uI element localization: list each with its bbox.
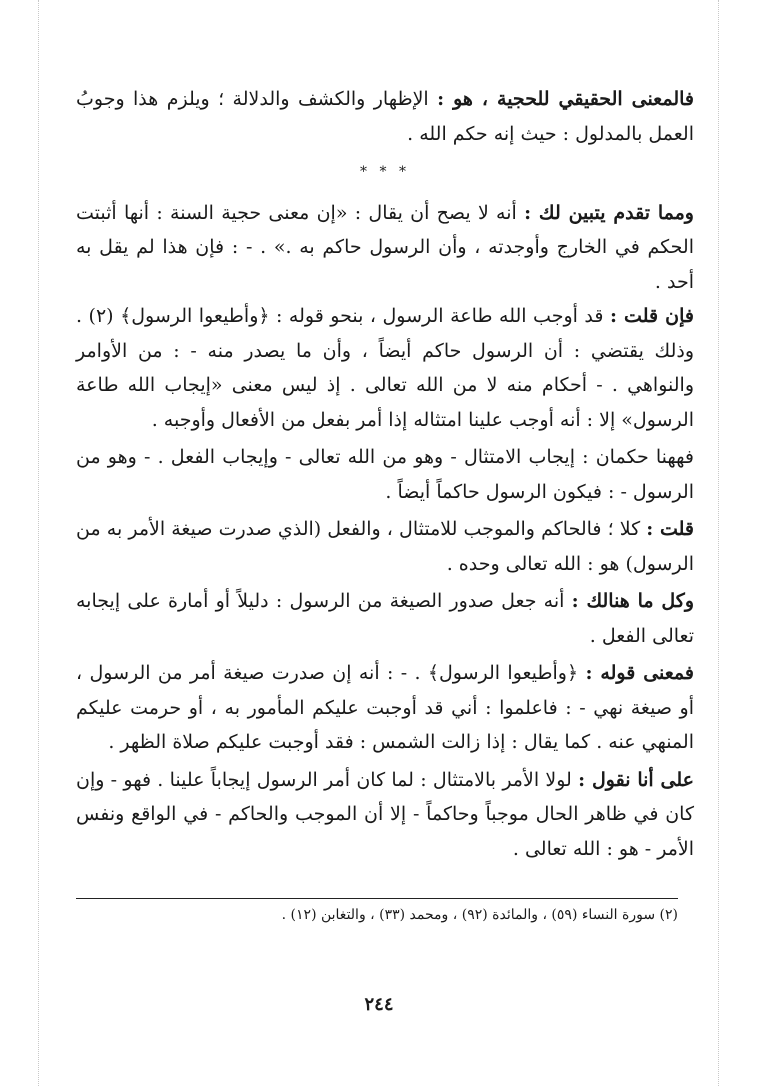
paragraph-7 xyxy=(76,656,694,760)
paragraph-5 xyxy=(76,512,694,581)
paragraph-text: الإظهار والكشف والدلالة ؛ ويلزم هذا وجوبُ العمل بالمدلول : حيث إنه حكم الله . xyxy=(76,88,694,145)
paragraph-8 xyxy=(76,763,694,867)
paragraph-lead: فالمعنى الحقيقي للحجية ، هو : xyxy=(437,88,694,110)
paragraph-text: ﴿وأطيعوا الرسول﴾ . - : أنه إن صدرت صيغة أمر من الرسول ، أو صيغة نهي - : فاعلموا : أني قد أوجبت عليكم المأمور به ، أو حرمت عليكم المنهي عنه . كما يقال : إذا زالت الشمس : فقد أوجبت عليكم صلاة الظهر . xyxy=(76,662,694,753)
paragraph-text: أنه لا يصح أن يقال : «إن معنى حجية السنة : أنها أثبتت الحكم في الخارج وأوجدته ، وأن الرسول حاكم به .» . - : فإن هذا لم يقل به أحد . xyxy=(76,201,695,293)
scan-dotted-line xyxy=(718,0,719,1086)
paragraph-text: قد أوجب الله طاعة الرسول ، بنحو قوله : ﴿وأطيعوا الرسول﴾ (٢) . وذلك يقتضي : أن الرسول حاكم أيضاً ، وأن ما يصدر منه - : من الأوامر والنواهي . - أحكام منه لا من الله تعالى . إذ ليس معنى «إيجاب الله طاعة الرسول» إلا : أنه أوجب علينا امتثاله إذا أمر بفعل من الأفعال وأوجبه . xyxy=(76,305,694,431)
footnote: (٢) سورة النساء (٥٩) ، والمائدة (٩٢) ، ومحمد (٣٣) ، والتغابن (١٢) . xyxy=(281,907,678,923)
paragraph-1 xyxy=(76,82,694,151)
paragraph-lead: فمعنى قوله : xyxy=(585,662,695,684)
paragraph-text: لولا الأمر بالامتثال : لما كان أمر الرسول إيجاباً علينا . فهو - وإن كان في ظاهر الحال موجباً وحاكماً - إلا أن الموجب والحاكم - في الواقع ونفس الأمر - هو : الله تعالى . xyxy=(76,768,694,860)
paragraph-lead: على أنا نقول : xyxy=(578,768,694,791)
paragraph-lead: ومما تقدم يتبين لك : xyxy=(524,201,694,224)
main-text xyxy=(76,82,694,866)
paragraph-3 xyxy=(76,299,694,437)
paragraph-text: أنه جعل صدور الصيغة من الرسول : دليلاً أو أمارة على إيجابه تعالى الفعل . xyxy=(76,590,694,647)
paragraph-lead: قلت : xyxy=(646,518,694,540)
paragraph-text: فههنا حكمان : إيجاب الامتثال - وهو من الله تعالى - وإيجاب الفعل . - وهو من الرسول - : فيكون الرسول حاكماً أيضاً . xyxy=(76,446,694,503)
page-number: ٢٤٤ xyxy=(364,994,394,1015)
section-separator: * * * xyxy=(360,164,410,180)
paragraph-4 xyxy=(76,440,694,509)
paragraph-6 xyxy=(76,584,694,653)
paragraph-lead: فإن قلت : xyxy=(609,305,694,327)
paragraph-text: كلا ؛ فالحاكم والموجب للامتثال ، والفعل (الذي صدرت صيغة الأمر به من الرسول) هو : الله تعالى وحده . xyxy=(76,518,694,575)
paragraph-lead: وكل ما هنالك : xyxy=(571,590,694,612)
scan-dotted-line xyxy=(38,0,39,1086)
footnote-divider xyxy=(76,898,678,899)
paragraph-2 xyxy=(76,196,694,300)
